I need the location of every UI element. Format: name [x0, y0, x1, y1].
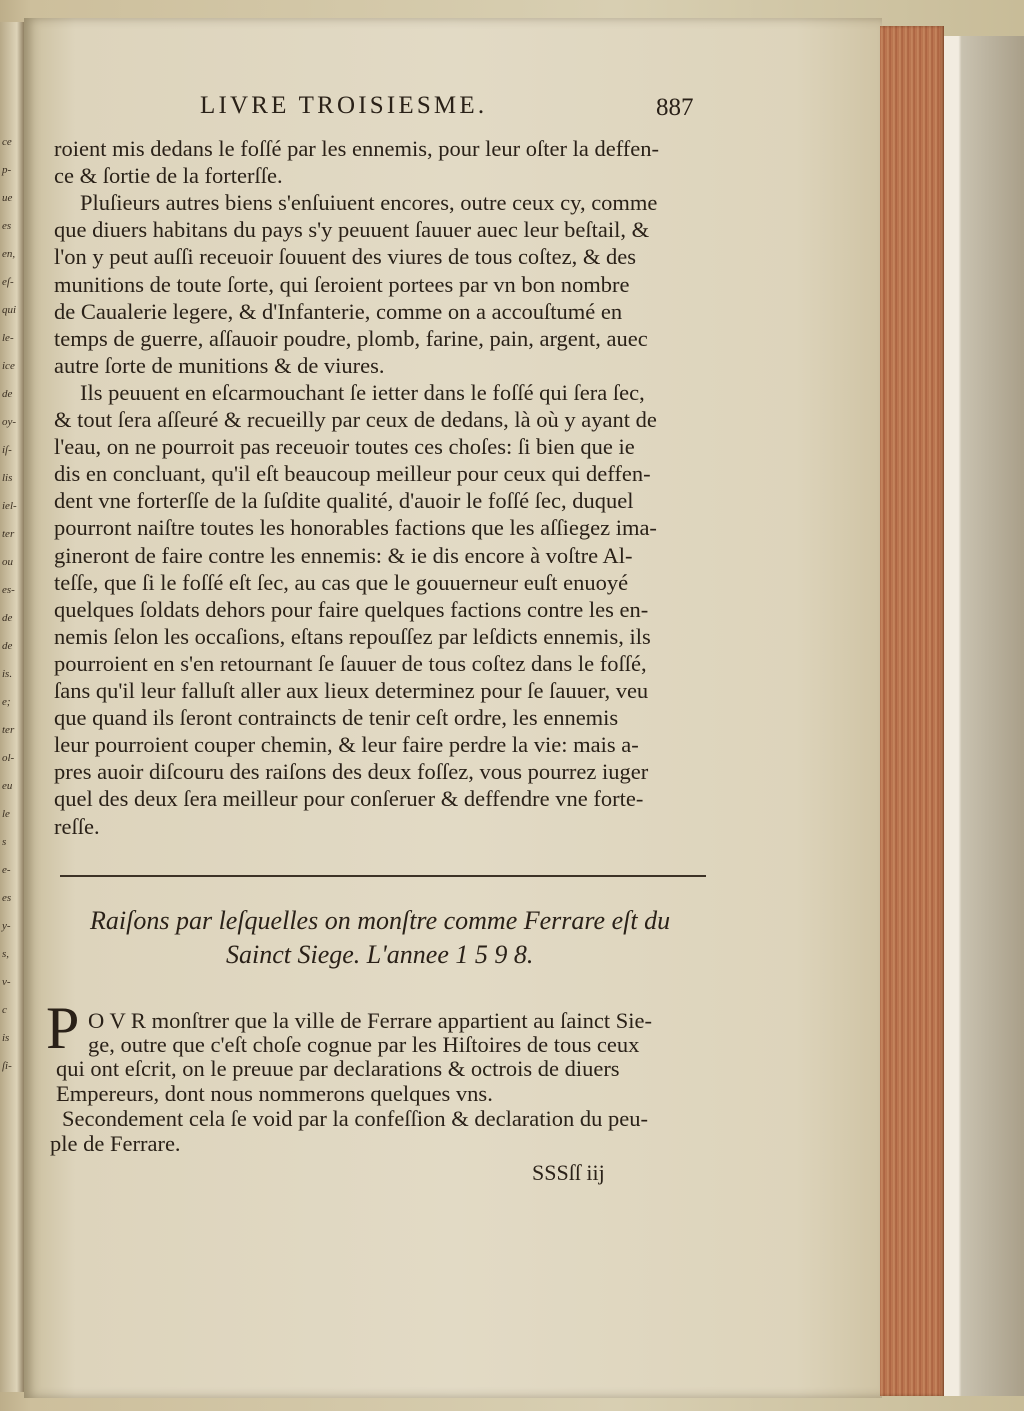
body-line: l'eau, on ne pourroit pas receuoir toutes ces choſes: ſi bien que ie	[54, 434, 635, 460]
margin-fragment: en,	[2, 248, 16, 260]
margin-fragment: es	[2, 892, 12, 904]
margin-fragment: y-	[2, 920, 11, 932]
page-fore-edge	[880, 26, 944, 1396]
margin-fragment: iſ-	[2, 444, 12, 456]
margin-fragment: ice	[2, 360, 15, 372]
section-line: ple de Ferrare.	[50, 1131, 181, 1156]
section-line: ge, outre que c'eſt choſe cognue par les Hiſtoires de tous ceux	[88, 1032, 640, 1057]
body-line: leur pourroient couper chemin, & leur faire perdre la vie: mais a-	[54, 732, 639, 758]
margin-fragment: is.	[2, 668, 13, 680]
margin-fragment: s,	[2, 948, 10, 960]
body-line: autre ſorte de munitions & de viures.	[54, 352, 385, 378]
body-line: dent vne forterſſe de la ſuſdite qualité, d'auoir le foſſé ſec, duquel	[54, 488, 634, 514]
body-line: l'on y peut auſſi receuoir ſouuent des viures de tous coſtez, & des	[54, 244, 637, 270]
section-line: Empereurs, dont nous nommerons quelques vns.	[56, 1081, 493, 1106]
body-line: & tout ſera aſſeuré & recueilly par ceux de dedans, là où y ayant de	[54, 407, 657, 432]
book-cover	[944, 36, 1024, 1396]
body-line: ce & ſortie de la forterſſe.	[54, 163, 283, 189]
body-line: temps de guerre, aſſauoir poudre, plomb, farine, pain, argent, auec	[54, 325, 648, 351]
margin-fragment: p-	[2, 164, 12, 176]
body-line: reſſe.	[54, 813, 100, 839]
section-line: O V R monſtrer que la ville de Ferrare appartient au ſainct Sie-	[88, 1008, 652, 1033]
margin-fragment: de	[2, 640, 13, 652]
margin-fragment: qui	[2, 304, 17, 316]
body-line: dis en concluant, qu'il eſt beaucoup meilleur pour ceux qui deffen-	[54, 461, 651, 487]
body-line: ſans qu'il leur falluſt aller aux lieux determinez pour ſe ſauuer, veu	[54, 678, 649, 703]
margin-fragment: ue	[2, 192, 13, 204]
margin-fragment: ol-	[2, 752, 15, 764]
margin-fragment: es-	[2, 584, 15, 596]
body-line: Ils peuuent en eſcarmouchant ſe ietter dans le foſſé qui ſera ſec,	[80, 379, 645, 405]
margin-fragment: ter	[2, 528, 15, 540]
margin-fragment: c	[2, 1004, 7, 1016]
margin-fragment: v-	[2, 976, 11, 988]
section-line: qui ont eſcrit, on le preuue par declarations & octrois de diuers	[56, 1056, 620, 1081]
body-line: teſſe, que ſi le foſſé eſt ſec, au cas que le gouuerneur euſt enuoyé	[54, 569, 629, 595]
section-title-line-1: Raiſons par leſquelles on monſtre comme Ferrare eſt du	[90, 906, 671, 935]
margin-fragment: e;	[2, 696, 11, 708]
body-line: Pluſieurs autres biens s'enſuiuent encores, outre ceux cy, comme	[80, 190, 658, 216]
margin-fragment: de	[2, 612, 13, 624]
signature-mark: SSSſſ iij	[532, 1160, 605, 1185]
margin-fragment: es	[2, 220, 12, 232]
margin-fragment: ou	[2, 556, 13, 568]
margin-fragment: eu	[2, 780, 13, 792]
body-line: que diuers habitans du pays s'y peuuent ſauuer auec leur beſtail, &	[54, 217, 650, 243]
margin-fragment: ter	[2, 724, 15, 736]
body-line: munitions de toute ſorte, qui ſeroient portees par vn bon nombre	[54, 271, 630, 297]
body-line: pourront naiſtre toutes les honorables factions que les aſſiegez ima-	[54, 515, 657, 541]
body-line: pres auoir diſcouru des raiſons des deux foſſez, vous pourrez iuger	[54, 759, 649, 785]
margin-fragment: de	[2, 388, 13, 400]
body-line: nemis ſelon les occaſions, eſtans repouſſez par leſdicts ennemis, ils	[54, 623, 651, 649]
section-title-line-2: Sainct Siege. L'annee 1 5 9 8.	[226, 940, 534, 969]
margin-fragment: ce	[2, 136, 12, 148]
body-line: quelques ſoldats dehors pour faire quelques factions contre les en-	[54, 596, 649, 622]
margin-fragment: is	[2, 1032, 10, 1044]
margin-fragment: le-	[2, 332, 14, 344]
drop-cap: P	[46, 995, 80, 1061]
margin-fragment: s	[2, 836, 7, 848]
margin-fragment: oy-	[2, 416, 17, 428]
margin-fragment: e-	[2, 864, 11, 876]
section-line: Secondement cela ſe void par la confeſſion & declaration du peu-	[62, 1106, 649, 1131]
body-line: gineront de faire contre les ennemis: & ie dis encore à voſtre Al-	[54, 542, 633, 568]
section-divider-rule	[60, 875, 706, 877]
page-number: 887	[656, 94, 694, 121]
margin-fragment: eſ-	[2, 276, 14, 288]
margin-fragment: iel-	[2, 500, 17, 512]
body-line: de Caualerie legere, & d'Infanterie, comme on a accouſtumé en	[54, 298, 623, 324]
running-head: LIVRE TROISIESME.	[200, 92, 488, 119]
body-line: pourroient en s'en retournant ſe ſauuer de tous coſtez dans le foſſé,	[54, 650, 647, 676]
margin-fragment: ſi-	[2, 1060, 12, 1072]
margin-fragment: le	[2, 808, 10, 820]
body-line: quel des deux ſera meilleur pour conſeruer & deffendre vne forte-	[54, 786, 644, 812]
margin-fragment: lis	[2, 472, 13, 484]
body-line: roient mis dedans le foſſé par les ennemis, pour leur oſter la deffen-	[54, 136, 660, 161]
body-line: que quand ils ſeront contraincts de tenir ceſt ordre, les ennemis	[54, 705, 619, 731]
